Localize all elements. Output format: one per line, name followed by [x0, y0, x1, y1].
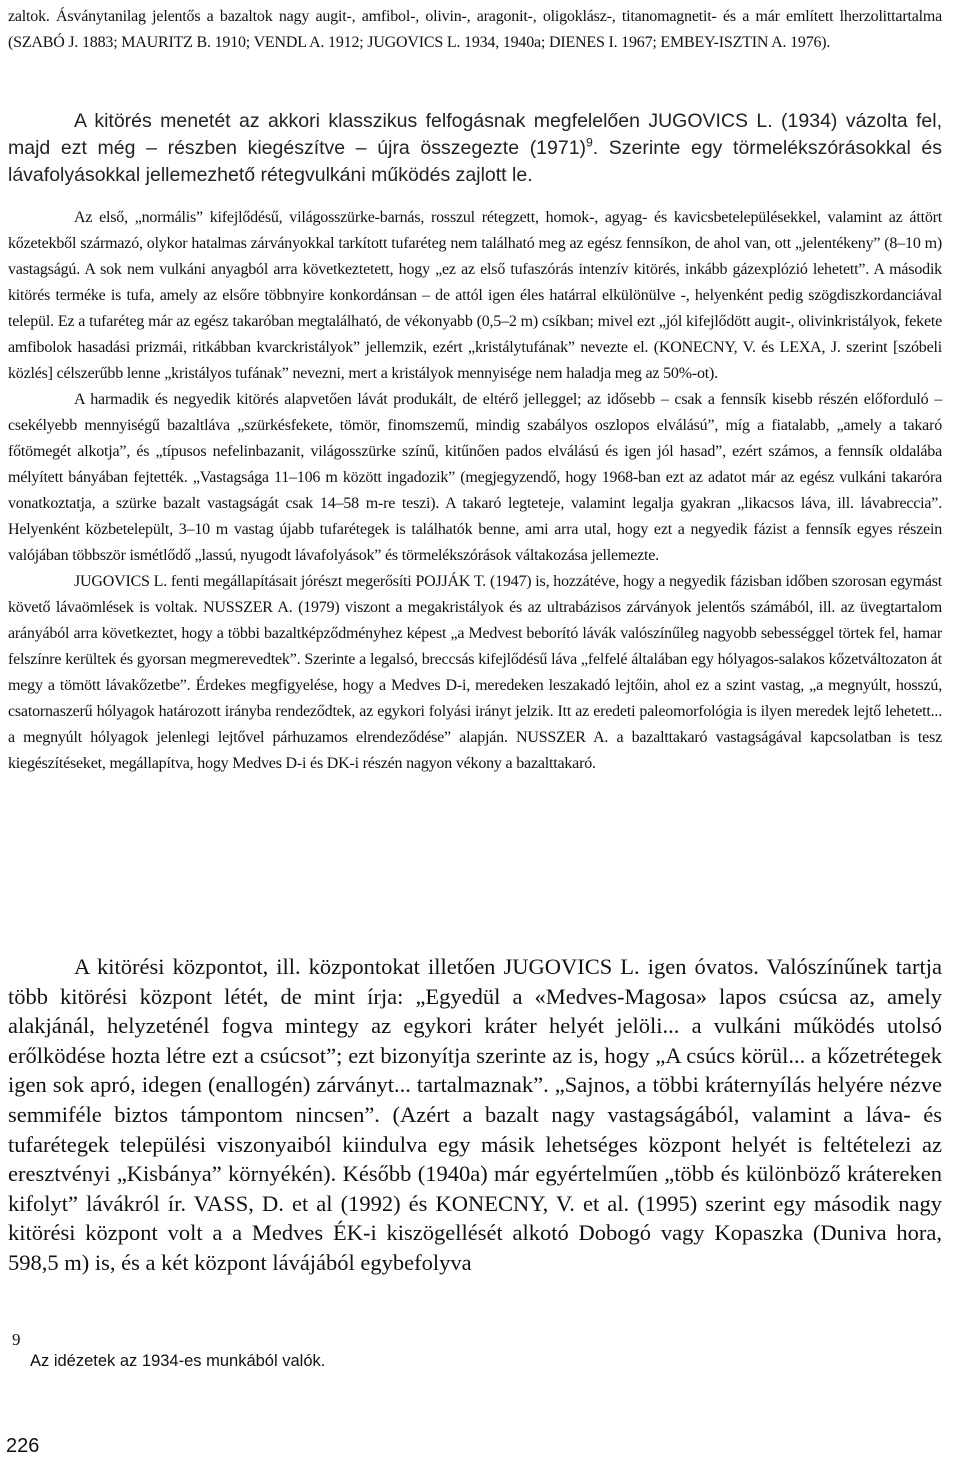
footnote-reference: 9: [586, 135, 593, 150]
footnote-number: 9: [12, 1330, 21, 1349]
footnote-text: Az idézetek az 1934-es munkából valók.: [30, 1352, 326, 1370]
summary-text-continued: . Szerinte egy törmelékszórásokkal és lávafolyásokkal jellemezhető rétegvulkáni működés zajlott le.: [8, 137, 943, 186]
eruption-center-paragraph: [8, 952, 942, 1278]
summary-text: A kitörés menetét az akkori klasszikus felfogásnak megfelelően JUGOVICS L. (1934) vázolta fel, majd ezt még – részben kiegészítve – újra összegezte (1971): [8, 110, 942, 159]
detail-section: [8, 205, 942, 777]
paragraph-lava-eruptions: A harmadik és negyedik kitörés alapvetően lávát produkált, de eltérő jelleggel; az idősebb – csak a fennsík kisebb részén előforduló – csekélyebb mennyiségű bazaltláva „szürkésfekete, tömör, finomszemű, mindig szabályos oszlopos elválású”, míg a fiatalabb, „amely a takaró főtömegét alkotja”, és „típusos nefelinbazanit, világosszürke színű, kitűnően pados elválású és igen jól hasad”, ezért számos, a fennsík oldalába mélyített bányában fejtették. „Vastagsága 11–106 m között ingadozik” (megjegyzendő, hogy 1968-ban ezt az adatot már az egész vulkáni takaróra vonatkoztatja, a szürke bazalt vastagságát csak 14–58 m-re teszi). A takaró legteteje, valamint legalja gyakran „likacsos láva, ill. lávabreccia”. Helyenként közbetelepült, 3–10 m vastag újabb tufarétegek is találhatók benne, ami arra utal, hogy ezt a negyedik fázist a fennsík egyes részein valójában többször ismétlődő „lassú, nyugodt lávafolyások” és törmelékszórások váltakozása jellemezte.: [8, 391, 942, 564]
paragraph-later-research: JUGOVICS L. fenti megállapításait jórészt megerősíti POJJÁK T. (1947) is, hozzátéve, hogy a negyedik fázisban időben szorosan egymást követő lávaömlések is voltak. NUSSZER A. (1979) viszont a megakristályok és az ultrabázisos zárványok jelentős számából, ill. az üvegtartalom arányából arra következtet, hogy a többi bazaltképződményhez képest „a Medvest beborító lávák valószínűleg nagyobb sebességgel törtek fel, hamar felszínre kerültek és gyorsan megmerevedtek”. Szerinte a legalsó, breccsás kifejlődésű láva „felfelé általában egy hólyagos-salakos kőzetváltozaton át megy a tömött lávakőzetbe”. Érdekes megfigyelése, hogy a Medves D-i, meredeken leszakadó lejtőin, ahol ez a szint vastag, „a megnyúlt, hosszú, csatornaszerű hólyagok határozott irányba rendeződtek, az egykori folyási irányt jelzik. Itt az eredeti paleomorfológia is ilyen meredek lejtő lehetett... a megnyúlt hólyagok jelenlegi lejtővel párhuzamos elrendeződése” alapján. NUSSZER A. a bazalttakaró vastagságával kapcsolatban is tesz kiegészítéseket, megállapítva, hogy Medves D-i és DK-i részén nagyon vékony a bazalttakaró.: [8, 573, 942, 772]
summary-paragraph: [8, 108, 942, 189]
intro-paragraph: [8, 4, 942, 56]
eruption-center-text: A kitörési központot, ill. központokat illetően JUGOVICS L. igen óvatos. Valószínűnek tartja több kitörési központ létét, de mint írja: „Egyedül a «Medves-Magosa» lapos csúcsa az, amely alakjánál, helyzeténél fogva mintegy az egykori kráter helyét jelöli... a vulkáni működés utolsó erőlködése hozta létre ezt a csúcsot”; ezt bizonyítja szerinte az is, hogy „A csúcs körül... a kőzetrétegek igen sok apró, idegen (enallogén) zárványt... tartalmaznak”. „Sajnos, a többi kráternyílás helyére nézve semmiféle biztos támpontom nincsen”. (Azért a bazalt nagy vastagságából, valamint a láva- és tufarétegek települési viszonyaiból kiindulva egy másik lehetséges központ helyét is feltételezi az eresztvényi „Kisbánya” környékén). Később (1940a) már egyértelműen „több és különböző krátereken kifolyt” lávákról ír. VASS, D. et al (1992) és KONECNY, V. et al. (1995) szerint egy második nagy kitörési központ volt a a Medves ÉK-i kiszögellését alkotó Dobogó vagy Kopaszka (Duniva hora, 598,5 m) is, és a két központ lávájából egybefolyva: [8, 954, 942, 1275]
page-number: 226: [6, 1435, 40, 1457]
intro-text: zaltok. Ásványtanilag jelentős a bazaltok nagy augit-, amfibol-, olivin-, aragonit-, oligoklász-, titanomagnetit- és a már említett lherzolittartalma (SZABÓ J. 1883; MAURITZ B. 1910; VENDL A. 1912; JUGOVICS L. 1934, 1940a; DIENES I. 1967; EMBEY-ISZTIN A. 1976).: [8, 8, 942, 51]
paragraph-first-eruptions: Az első, „normális” kifejlődésű, világosszürke-barnás, rosszul rétegzett, homok-, agyag- és kavicsbetelepülésekkel, valamint az áttört kőzetekből származó, olykor hatalmas zárványokkal tarkított tufaréteg nem található meg az egész fennsíkon, de ahol van, ott „jelentékeny” (8–10 m) vastagságú. A sok nem vulkáni anyagból arra következtetett, hogy „ez az első tufaszórás intenzív kitörés, inkább gázexplózió lehetett”. A második kitörés terméke is tufa, amely az elsőre többnyire konkordánsan – de attól igen éles határral elkülönülve -, helyenként pedig szögdiszkordanciával települ. Ez a tufaréteg már az egész takaróban megtalálható, de vékonyabb (0,5–2 m) csíkban; mivel ezt „jól kifejlődött augit-, olivinkristályok, fekete amfibolok hasadási prizmái, ritkábban kvarckristályok” jellemzik, ezért „kristálytufának” nevezte el. (KONECNY, V. és LEXA, J. szerint [szóbeli közlés] célszerűbb lenne „kristályos tufának” nevezni, mert a kristályok mennyisége nem haladja meg az 50%-ot).: [8, 209, 942, 382]
